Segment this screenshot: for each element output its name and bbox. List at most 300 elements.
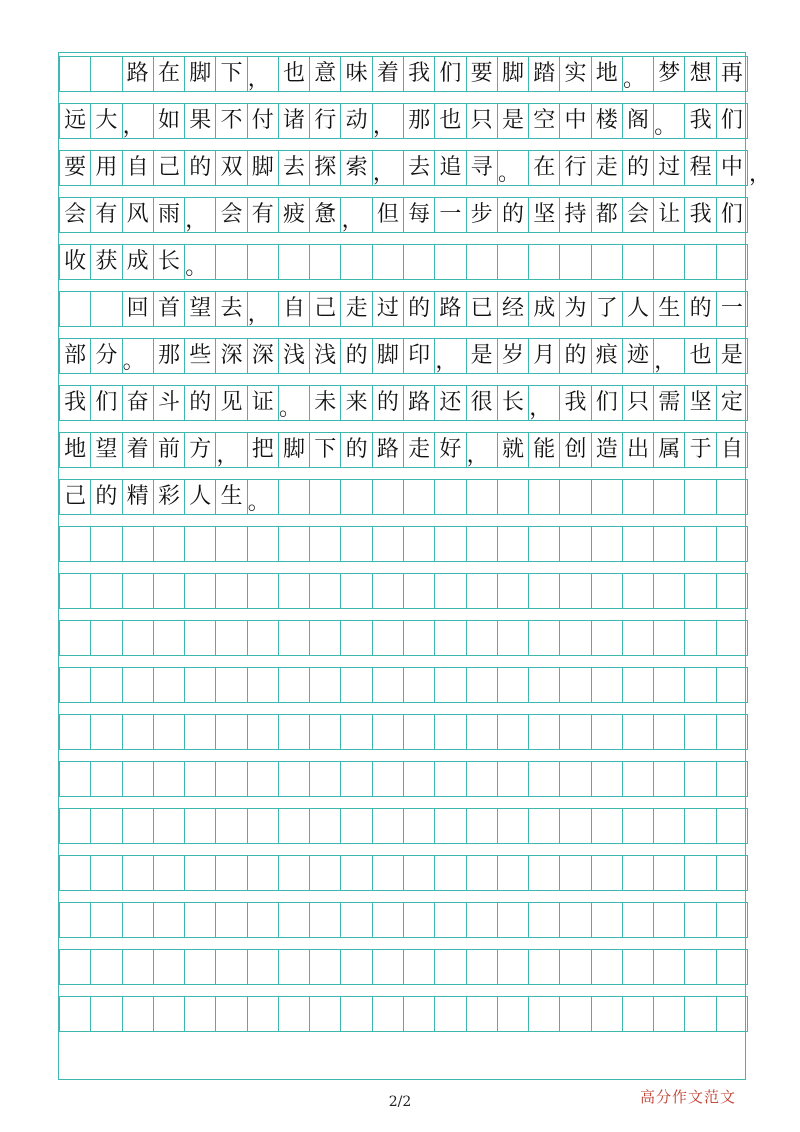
grid-cell bbox=[559, 761, 591, 797]
grid-char: 好 bbox=[439, 437, 462, 462]
grid-cell bbox=[653, 479, 685, 515]
grid-cell bbox=[153, 808, 185, 844]
grid-cell bbox=[684, 103, 716, 139]
grid-cell bbox=[684, 761, 716, 797]
grid-char: 梦 bbox=[658, 61, 681, 86]
grid-char: 果 bbox=[189, 108, 212, 133]
grid-cell bbox=[122, 338, 154, 374]
grid-cell bbox=[622, 573, 654, 609]
grid-cell bbox=[372, 338, 404, 374]
grid-cell bbox=[653, 150, 685, 186]
grid-char: 的 bbox=[189, 390, 212, 415]
grid-cell bbox=[622, 103, 654, 139]
grid-char: 中 bbox=[564, 108, 587, 133]
grid-cell bbox=[309, 479, 341, 515]
grid-cell bbox=[466, 150, 498, 186]
grid-char: 的 bbox=[564, 343, 587, 368]
grid-cell bbox=[184, 103, 216, 139]
grid-cell bbox=[153, 479, 185, 515]
grid-cell bbox=[497, 902, 529, 938]
grid-cell bbox=[559, 620, 591, 656]
grid-cell bbox=[684, 338, 716, 374]
grid-cell bbox=[716, 949, 748, 985]
grid-cell bbox=[122, 996, 154, 1032]
grid-cell bbox=[403, 150, 435, 186]
grid-cell bbox=[684, 479, 716, 515]
grid-char: 也 bbox=[689, 343, 712, 368]
grid-cell bbox=[59, 620, 91, 656]
grid-cell bbox=[215, 244, 247, 280]
grid-cell bbox=[122, 244, 154, 280]
grid-char: 只 bbox=[470, 108, 493, 133]
grid-cell bbox=[716, 667, 748, 703]
grid-cell bbox=[372, 385, 404, 421]
grid-cell bbox=[309, 526, 341, 562]
grid-char: 都 bbox=[595, 202, 618, 227]
grid-cell bbox=[716, 197, 748, 233]
grid-cell bbox=[466, 761, 498, 797]
grid-cell bbox=[184, 197, 216, 233]
grid-char: 成 bbox=[126, 249, 149, 274]
grid-cell bbox=[340, 432, 372, 468]
grid-char: 寻 bbox=[470, 155, 493, 180]
grid-cell bbox=[497, 150, 529, 186]
grid-cell bbox=[153, 996, 185, 1032]
grid-cell bbox=[340, 526, 372, 562]
grid-cell bbox=[528, 432, 560, 468]
grid-cell bbox=[528, 338, 560, 374]
grid-cell bbox=[466, 855, 498, 891]
grid-cell bbox=[372, 667, 404, 703]
grid-cell bbox=[59, 197, 91, 233]
grid-char: 空 bbox=[533, 108, 556, 133]
grid-cell bbox=[497, 620, 529, 656]
grid-cell bbox=[403, 761, 435, 797]
grid-cell bbox=[466, 808, 498, 844]
grid-cell bbox=[340, 338, 372, 374]
grid-char: 们 bbox=[720, 202, 743, 227]
grid-cell bbox=[403, 855, 435, 891]
margin-punctuation: ， bbox=[749, 162, 772, 187]
grid-cell bbox=[528, 667, 560, 703]
grid-cell bbox=[653, 949, 685, 985]
grid-cell bbox=[309, 56, 341, 92]
grid-cell bbox=[716, 526, 748, 562]
grid-char: 。 bbox=[654, 114, 677, 139]
grid-char: ， bbox=[122, 114, 145, 139]
grid-cell bbox=[716, 479, 748, 515]
grid-cell bbox=[559, 949, 591, 985]
grid-cell bbox=[122, 526, 154, 562]
grid-char: 奋 bbox=[126, 390, 149, 415]
grid-cell bbox=[90, 996, 122, 1032]
grid-cell bbox=[434, 479, 466, 515]
grid-cell bbox=[90, 808, 122, 844]
grid-cell bbox=[153, 432, 185, 468]
grid-cell bbox=[122, 432, 154, 468]
grid-char: 已 bbox=[470, 296, 493, 321]
grid-char: 风 bbox=[126, 202, 149, 227]
grid-char: ， bbox=[435, 349, 458, 374]
grid-cell bbox=[372, 479, 404, 515]
grid-char: 回 bbox=[126, 296, 149, 321]
grid-char: 的 bbox=[376, 390, 399, 415]
grid-char: 惫 bbox=[314, 202, 337, 227]
grid-cell bbox=[90, 150, 122, 186]
grid-char: 生 bbox=[658, 296, 681, 321]
composition-paper bbox=[58, 52, 772, 1080]
grid-cell bbox=[653, 56, 685, 92]
grid-char: 造 bbox=[595, 437, 618, 462]
grid-char: 彩 bbox=[157, 484, 180, 509]
grid-char: 路 bbox=[126, 61, 149, 86]
grid-cell bbox=[247, 855, 279, 891]
grid-char: 过 bbox=[658, 155, 681, 180]
grid-cell bbox=[247, 714, 279, 750]
grid-cell bbox=[528, 103, 560, 139]
grid-char: 动 bbox=[345, 108, 368, 133]
grid-char: 远 bbox=[64, 108, 87, 133]
grid-cell bbox=[153, 526, 185, 562]
grid-cell bbox=[466, 56, 498, 92]
grid-char: 付 bbox=[251, 108, 274, 133]
grid-char: 长 bbox=[157, 249, 180, 274]
grid-cell bbox=[184, 620, 216, 656]
grid-cell bbox=[434, 150, 466, 186]
grid-cell bbox=[466, 996, 498, 1032]
grid-cell bbox=[434, 949, 466, 985]
grid-cell bbox=[591, 385, 623, 421]
grid-cell bbox=[653, 103, 685, 139]
grid-cell bbox=[434, 338, 466, 374]
grid-char: 。 bbox=[122, 349, 145, 374]
grid-cell bbox=[716, 761, 748, 797]
grid-cell bbox=[684, 432, 716, 468]
grid-char: 脚 bbox=[501, 61, 524, 86]
grid-cell bbox=[466, 902, 498, 938]
grid-cell bbox=[122, 150, 154, 186]
grid-cell bbox=[278, 667, 310, 703]
grid-cell bbox=[653, 385, 685, 421]
grid-cell bbox=[372, 949, 404, 985]
grid-cell bbox=[215, 761, 247, 797]
grid-cell bbox=[466, 432, 498, 468]
grid-cell bbox=[309, 949, 341, 985]
grid-cell bbox=[684, 244, 716, 280]
grid-cell bbox=[434, 56, 466, 92]
grid-cell bbox=[497, 714, 529, 750]
grid-char: 着 bbox=[376, 61, 399, 86]
grid-cell bbox=[153, 385, 185, 421]
grid-cell bbox=[591, 902, 623, 938]
grid-char: 为 bbox=[564, 296, 587, 321]
grid-char: ， bbox=[466, 443, 489, 468]
grid-cell bbox=[403, 573, 435, 609]
grid-cell bbox=[559, 244, 591, 280]
grid-char: 收 bbox=[64, 249, 87, 274]
grid-cell bbox=[684, 808, 716, 844]
grid-cell bbox=[90, 103, 122, 139]
grid-char: 出 bbox=[627, 437, 650, 462]
grid-cell bbox=[528, 996, 560, 1032]
grid-cell bbox=[559, 573, 591, 609]
grid-cell bbox=[653, 197, 685, 233]
grid-char: 自 bbox=[720, 437, 743, 462]
grid-char: 诸 bbox=[283, 108, 306, 133]
grid-cell bbox=[591, 150, 623, 186]
grid-cell bbox=[466, 949, 498, 985]
grid-char: 脚 bbox=[251, 155, 274, 180]
grid-char: 意 bbox=[314, 61, 337, 86]
grid-cell bbox=[184, 573, 216, 609]
grid-cell bbox=[372, 714, 404, 750]
grid-cell bbox=[59, 244, 91, 280]
grid-cell bbox=[497, 949, 529, 985]
grid-cell bbox=[122, 291, 154, 327]
grid-cell bbox=[653, 808, 685, 844]
grid-cell bbox=[653, 526, 685, 562]
grid-cell bbox=[434, 197, 466, 233]
grid-char: 属 bbox=[658, 437, 681, 462]
grid-char: 下 bbox=[220, 61, 243, 86]
grid-cell bbox=[559, 103, 591, 139]
grid-cell bbox=[153, 573, 185, 609]
grid-cell bbox=[559, 56, 591, 92]
grid-cell bbox=[247, 103, 279, 139]
grid-char: 是 bbox=[720, 343, 743, 368]
grid-char: 印 bbox=[408, 343, 431, 368]
grid-char: 地 bbox=[64, 437, 87, 462]
grid-cell bbox=[278, 291, 310, 327]
grid-cell bbox=[528, 902, 560, 938]
grid-cell bbox=[403, 56, 435, 92]
grid-cell bbox=[622, 996, 654, 1032]
grid-cell bbox=[622, 761, 654, 797]
grid-char: 过 bbox=[376, 296, 399, 321]
grid-cell bbox=[340, 761, 372, 797]
grid-cell bbox=[653, 996, 685, 1032]
grid-cell bbox=[372, 996, 404, 1032]
grid-cell bbox=[153, 150, 185, 186]
grid-cell bbox=[90, 714, 122, 750]
grid-cell bbox=[215, 432, 247, 468]
grid-cell bbox=[215, 385, 247, 421]
grid-char: ， bbox=[654, 349, 677, 374]
grid-cell bbox=[622, 56, 654, 92]
grid-cell bbox=[528, 620, 560, 656]
grid-cell bbox=[184, 902, 216, 938]
grid-cell bbox=[684, 385, 716, 421]
grid-cell bbox=[184, 949, 216, 985]
grid-cell bbox=[716, 432, 748, 468]
grid-cell bbox=[372, 902, 404, 938]
grid-cell bbox=[122, 714, 154, 750]
grid-cell bbox=[528, 479, 560, 515]
grid-cell bbox=[591, 620, 623, 656]
grid-cell bbox=[528, 244, 560, 280]
grid-char: 己 bbox=[314, 296, 337, 321]
grid-char: 方 bbox=[189, 437, 212, 462]
grid-cell bbox=[403, 338, 435, 374]
grid-cell bbox=[372, 244, 404, 280]
grid-char: 想 bbox=[689, 61, 712, 86]
grid-cell bbox=[309, 385, 341, 421]
grid-cell bbox=[247, 432, 279, 468]
grid-cell bbox=[528, 385, 560, 421]
grid-cell bbox=[215, 103, 247, 139]
grid-cell bbox=[591, 338, 623, 374]
grid-cell bbox=[653, 714, 685, 750]
grid-cell bbox=[59, 902, 91, 938]
grid-char: 每 bbox=[408, 202, 431, 227]
grid-cell bbox=[434, 385, 466, 421]
grid-cell bbox=[653, 573, 685, 609]
grid-cell bbox=[684, 150, 716, 186]
grid-cell bbox=[153, 855, 185, 891]
grid-cell bbox=[59, 291, 91, 327]
grid-char: 们 bbox=[595, 390, 618, 415]
grid-cell bbox=[622, 244, 654, 280]
grid-cell bbox=[184, 996, 216, 1032]
grid-cell bbox=[403, 385, 435, 421]
grid-cell bbox=[309, 996, 341, 1032]
grid-char: 痕 bbox=[595, 343, 618, 368]
grid-cell bbox=[497, 667, 529, 703]
grid-cell bbox=[466, 244, 498, 280]
grid-cell bbox=[559, 526, 591, 562]
grid-char: 追 bbox=[439, 155, 462, 180]
grid-cell bbox=[247, 56, 279, 92]
grid-char: 己 bbox=[64, 484, 87, 509]
grid-cell bbox=[153, 244, 185, 280]
grid-cell bbox=[622, 855, 654, 891]
grid-cell bbox=[622, 338, 654, 374]
grid-cell bbox=[497, 197, 529, 233]
grid-cell bbox=[153, 667, 185, 703]
grid-cell bbox=[684, 667, 716, 703]
grid-char: 探 bbox=[314, 155, 337, 180]
grid-cell bbox=[559, 855, 591, 891]
grid-cell bbox=[591, 103, 623, 139]
grid-char: 有 bbox=[251, 202, 274, 227]
grid-cell bbox=[340, 996, 372, 1032]
grid-char: 需 bbox=[658, 390, 681, 415]
grid-char: 的 bbox=[345, 343, 368, 368]
grid-cell bbox=[372, 197, 404, 233]
grid-cell bbox=[122, 479, 154, 515]
grid-cell bbox=[591, 667, 623, 703]
grid-cell bbox=[184, 855, 216, 891]
grid-char: 楼 bbox=[595, 108, 618, 133]
grid-cell bbox=[215, 526, 247, 562]
grid-cell bbox=[247, 667, 279, 703]
grid-cell bbox=[215, 714, 247, 750]
grid-cell bbox=[434, 996, 466, 1032]
grid-cell bbox=[591, 714, 623, 750]
grid-char: 只 bbox=[627, 390, 650, 415]
grid-cell bbox=[559, 291, 591, 327]
grid-cell bbox=[278, 902, 310, 938]
grid-cell bbox=[622, 479, 654, 515]
grid-cell bbox=[247, 197, 279, 233]
grid-cell bbox=[591, 197, 623, 233]
grid-cell bbox=[59, 150, 91, 186]
grid-cell bbox=[278, 949, 310, 985]
grid-cell bbox=[153, 56, 185, 92]
grid-cell bbox=[466, 479, 498, 515]
grid-cell bbox=[684, 714, 716, 750]
grid-char: 己 bbox=[157, 155, 180, 180]
grid-cell bbox=[215, 56, 247, 92]
grid-cell bbox=[184, 385, 216, 421]
grid-char: 自 bbox=[126, 155, 149, 180]
grid-char: 也 bbox=[283, 61, 306, 86]
grid-cell bbox=[122, 761, 154, 797]
grid-cell bbox=[90, 197, 122, 233]
grid-cell bbox=[434, 103, 466, 139]
grid-cell bbox=[184, 667, 216, 703]
grid-char: 的 bbox=[189, 155, 212, 180]
grid-char: 。 bbox=[623, 67, 646, 92]
grid-cell bbox=[653, 244, 685, 280]
grid-cell bbox=[184, 56, 216, 92]
grid-cell bbox=[528, 761, 560, 797]
grid-cell bbox=[59, 56, 91, 92]
grid-cell bbox=[153, 338, 185, 374]
grid-cell bbox=[90, 855, 122, 891]
grid-cell bbox=[403, 479, 435, 515]
grid-cell bbox=[153, 949, 185, 985]
grid-char: 是 bbox=[470, 343, 493, 368]
grid-cell bbox=[215, 291, 247, 327]
grid-char: 下 bbox=[314, 437, 337, 462]
grid-char: 证 bbox=[251, 390, 274, 415]
grid-char: 于 bbox=[689, 437, 712, 462]
grid-cell bbox=[340, 197, 372, 233]
grid-cell bbox=[184, 244, 216, 280]
grid-char: 把 bbox=[251, 437, 274, 462]
grid-cell bbox=[716, 150, 748, 186]
grid-cell bbox=[591, 479, 623, 515]
grid-char: 在 bbox=[157, 61, 180, 86]
grid-char: 月 bbox=[533, 343, 556, 368]
grid-char: 些 bbox=[189, 343, 212, 368]
grid-char: 走 bbox=[345, 296, 368, 321]
grid-char: 了 bbox=[595, 296, 618, 321]
grid-cell bbox=[215, 855, 247, 891]
grid-cell bbox=[184, 338, 216, 374]
grid-cell bbox=[622, 667, 654, 703]
grid-cell bbox=[497, 761, 529, 797]
grid-cell bbox=[716, 855, 748, 891]
grid-char: 有 bbox=[95, 202, 118, 227]
grid-cell bbox=[528, 291, 560, 327]
grid-cell bbox=[591, 855, 623, 891]
grid-char: 走 bbox=[408, 437, 431, 462]
grid-char: 坚 bbox=[533, 202, 556, 227]
grid-char: 脚 bbox=[376, 343, 399, 368]
grid-cell bbox=[591, 573, 623, 609]
grid-char: ， bbox=[247, 302, 270, 327]
grid-cell bbox=[309, 808, 341, 844]
grid-cell bbox=[403, 949, 435, 985]
grid-char: 一 bbox=[439, 202, 462, 227]
grid-cell bbox=[497, 432, 529, 468]
grid-cell bbox=[59, 949, 91, 985]
grid-char: 经 bbox=[501, 296, 524, 321]
grid-cell bbox=[215, 902, 247, 938]
grid-cell bbox=[278, 996, 310, 1032]
